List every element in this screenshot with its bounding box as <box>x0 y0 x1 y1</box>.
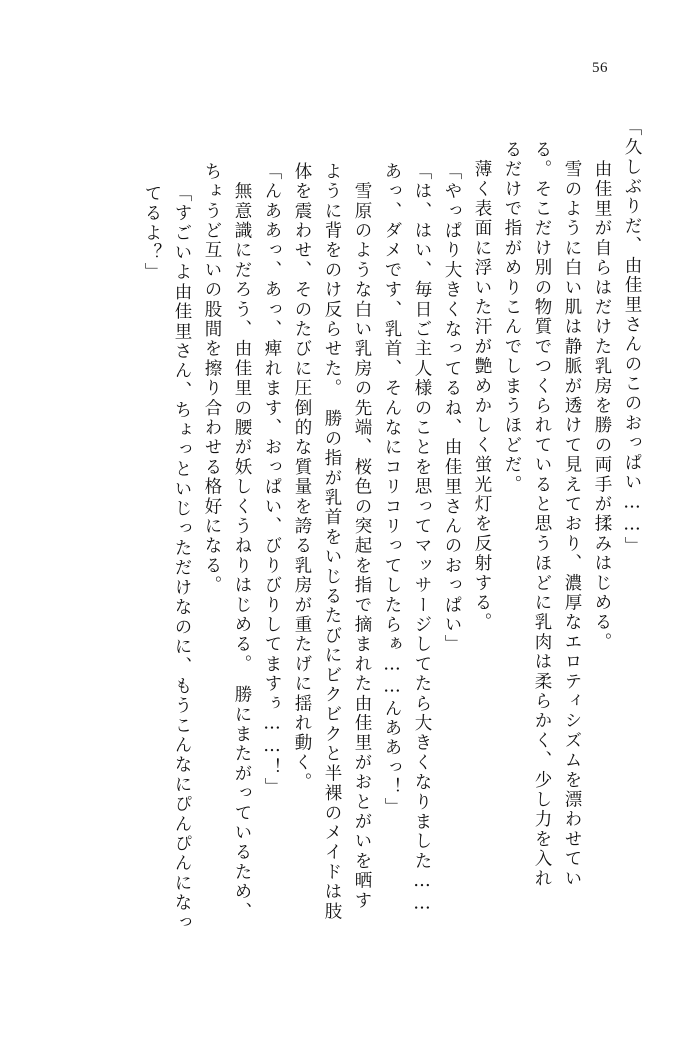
text-column: 由佳里が自らはだけた乳房を勝の両手が揉みはじめる。 <box>592 140 612 653</box>
text-column: る。そこだけ別の物質でつくられていると思うほどに乳肉は柔らかく、少し力を入れ <box>532 140 552 889</box>
text-column: てるよ？」 <box>142 184 162 283</box>
text-column: ちょうど互いの股間を擦り合わせる格好になる。 <box>202 162 222 596</box>
text-column: 雪原のような白い乳房の先端、桜色の突起を指で摘まれた由佳里がおとがいを晒す <box>352 162 372 911</box>
text-column: 「んああっ、あっ、痺れます、おっぱい、びりびりしてますぅ……！」 <box>262 162 282 798</box>
text-column: あっ、ダメです、乳首、そんなにコリコリってしたらぁ……んああっ！」 <box>382 162 402 818</box>
text-column: 雪のように白い肌は静脈が透けて見えており、濃厚なエロティシズムを漂わせてい <box>562 140 582 889</box>
page-number: 56 <box>592 60 608 76</box>
text-column: 体を震わせ、そのたびに圧倒的な質量を誇る乳房が重たげに揺れ動く。 <box>292 162 312 793</box>
text-column: 「やっぱり大きくなってるね、由佳里さんのおっぱい」 <box>442 162 462 655</box>
text-column: ように背をのけ反らせた。 勝の指が乳首をいじるたびにビクビクと半裸のメイドは肢 <box>322 162 342 922</box>
vertical-text-body <box>62 118 640 998</box>
text-column: 「は、はい、毎日ご主人様のことを思ってマッサージしてたら大きくなりました…… <box>412 162 432 916</box>
text-column: 「久しぶりだ、由佳里さんのこのおっぱい……」 <box>622 118 642 557</box>
text-column: 無意識にだろう、由佳里の腰が妖しくうねりはじめる。 勝にまたがっているため、 <box>232 162 252 922</box>
text-column: るだけで指がめりこんでしまうほどだ。 <box>502 140 522 495</box>
text-column: 薄く表面に浮いた汗が艶めかしく蛍光灯を反射する。 <box>472 140 492 633</box>
text-column: 「すごいよ由佳里さん、ちょっといじっただけなのに、もうこんなにぴんぴんになっ <box>172 184 192 933</box>
